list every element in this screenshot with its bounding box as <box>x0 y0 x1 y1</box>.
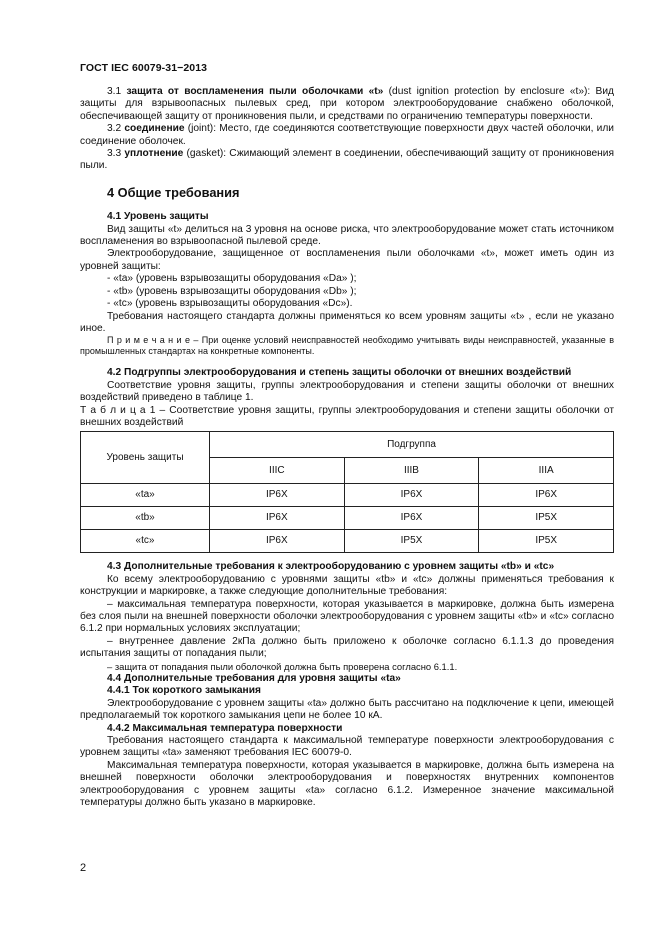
section-4-4-title: 4.4 Дополнительные требования для уровня защиты «ta» <box>107 673 401 684</box>
paragraph: Электрооборудование, защищенное от воспламенения пыли оболочками «t», может иметь один из уровней защиты: <box>80 248 614 272</box>
paragraph: – максимальная температура поверхности, которая указывается в маркировке, должна быть измерена без слоя пыли на внешней поверхности оболочки электрооборудования с уровнем защиты «tb» и «tc» согласно 6.1.2 при нормальных условиях эксплуатации; <box>80 598 614 635</box>
cell-level: «tc» <box>81 530 210 553</box>
paragraph: Электрооборудование с уровнем защиты «ta» должно быть рассчитано на подключение к цепи, имеющей предполагаемый ток короткого замыкания цепи не более 10 кА. <box>80 697 614 722</box>
paragraph: – внутреннее давление 2кПа должно быть приложено к оболочке согласно 6.1.1.3 до проведения испытания защиты от попадания пыли; <box>80 635 614 660</box>
note <box>80 335 614 357</box>
cell: IP6X <box>344 507 479 530</box>
cell: IP6X <box>344 484 479 507</box>
clause-number: 3.3 <box>107 148 122 160</box>
cell: IP6X <box>210 530 345 553</box>
table-row <box>81 530 614 553</box>
document-body <box>80 86 614 809</box>
clause-number: 3.2 <box>107 123 122 135</box>
paragraph: – защита от попадания пыли оболочкой должна быть проверена согласно 6.1.1. <box>107 660 458 672</box>
header-level: Уровень защиты <box>81 432 210 484</box>
paragraph: Требования настоящего стандарта должны применяться ко всем уровням защиты «t» , если не указано иное. <box>80 310 614 334</box>
header-iiic: IIIC <box>210 458 345 484</box>
clause-3-1 <box>80 86 614 123</box>
header-iiib: IIIB <box>344 458 479 484</box>
section-4-4-1-title: 4.4.1 Ток короткого замыкания <box>107 685 261 697</box>
section-4-4-2-title: 4.4.2 Максимальная температура поверхности <box>107 722 343 734</box>
clause-number: 3.1 <box>107 86 122 97</box>
cell-level: «ta» <box>81 484 210 507</box>
section-4-title: 4 Общие требования <box>107 184 240 200</box>
page-number: 2 <box>80 862 87 874</box>
term: соединение <box>124 123 185 135</box>
cell: IP6X <box>210 484 345 507</box>
cell: IP6X <box>210 507 345 530</box>
cell: IP5X <box>479 530 614 553</box>
list-item: - «ta» (уровень взрывозащиты оборудования «Da» ); <box>107 273 357 285</box>
section-4-1-title: 4.1 Уровень защиты <box>107 211 209 223</box>
document-header: ГОСТ IEC 60079-31−2013 <box>80 62 208 74</box>
cell: IP5X <box>344 530 479 553</box>
table-1 <box>80 431 614 553</box>
header-subgroup: Подгруппа <box>210 432 614 458</box>
section-4-2-title: 4.2 Подгруппы электрооборудования и степень защиты оболочки от внешних воздействий <box>107 367 572 379</box>
paragraph: Максимальная температура поверхности, которая указывается в маркировке, должна быть измерена на внешней поверхности оболочки электрооборудования и поверхностях внутренних компонентов электрооборудования с уровнем защиты «ta» согласно 6.1.2. Измеренное значение максимальной температуры должно быть указано в маркировке. <box>80 759 614 809</box>
header-iiia: IIIA <box>479 458 614 484</box>
paragraph: Требования настоящего стандарта к максимальной температуре поверхности электрооборудования с уровнем защиты «ta» заменяют требования IEC 60079-0. <box>80 735 614 759</box>
paragraph: Ко всему электрооборудованию с уровнями защиты «tb» и «tc» должны применяться требования к конструкции и маркировке, а также следующие дополнительные требования: <box>80 573 614 598</box>
term: защита от воспламенения пыли оболочками «t» <box>126 86 384 97</box>
definition: (gasket): Сжимающий элемент в соединении, обеспечивающий защиту от проникновения пыли. <box>80 148 614 172</box>
clause-3-2 <box>80 123 614 148</box>
cell: IP6X <box>479 484 614 507</box>
cell: IP5X <box>479 507 614 530</box>
term: уплотнение <box>124 148 184 160</box>
table-row <box>81 484 614 507</box>
table-caption: Т а б л и ц а 1 – Соответствие уровня защиты, группы электрооборудования и степени защиты оболочки от внешних воздействий <box>80 404 614 428</box>
note-text: – При оценке условий неисправностей необходимо учитывать виды неисправностей, указанные в промышленных стандартах на конкретные компоненты. <box>80 335 614 357</box>
paragraph: Вид защиты «t» делиться на 3 уровня на основе риска, что электрооборудование может стать источником воспламенения во взрывоопасной пылевой среде. <box>80 223 614 248</box>
section-4-3-title: 4.3 Дополнительные требования к электрооборудованию с уровнем защиты «tb» и «tc» <box>107 561 555 573</box>
definition: (dust ignition protection by enclosure «t»): Вид защиты для взрывоопасных пылевых сред, при котором электрооборудование снабжено оболочкой, обеспечивающей защиту от проникновения пыли, и средствами по ограничению температуры поверхности. <box>80 86 614 122</box>
list-item: - «tb» (уровень взрывозащиты оборудования «Db» ); <box>107 285 357 297</box>
definition: (joint): Место, где соединяются соответствующие поверхности двух частей оболочки, или соединение оболочек. <box>80 123 614 147</box>
note-label: П р и м е ч а н и е <box>107 335 190 346</box>
table-row <box>81 507 614 530</box>
paragraph: Соответствие уровня защиты, группы электрооборудования и степени защиты оболочки от внешних воздействий приведено в таблице 1. <box>80 379 614 404</box>
clause-3-3 <box>80 148 614 173</box>
cell-level: «tb» <box>81 507 210 530</box>
list-item: - «tc» (уровень взрывозащиты оборудования «Dc»). <box>107 298 353 310</box>
